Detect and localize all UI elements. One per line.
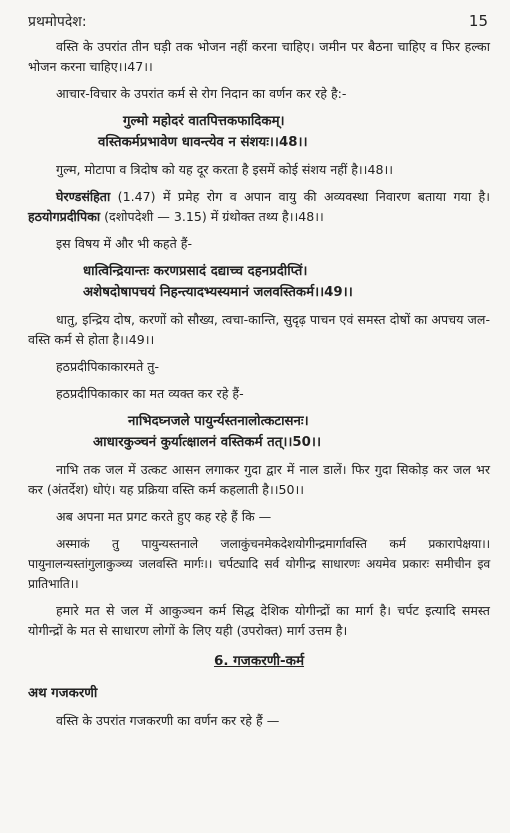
paragraph-1: वस्ति के उपरांत तीन घड़ी तक भोजन नहीं करना चाहिए। जमीन पर बैठना चाहिए व फिर हल्का भोजन करना चाहिए।।47।। [28,39,490,74]
reference-gheranda: घेरण्डसंहिता [56,189,111,204]
paragraph-4-mid: (1.47) में प्रमेह रोग व अपान वायु की अव्यवस्था निवारण बताया गया है। [110,189,490,204]
verse-50-line-1: नाभिदघ्नजले पायुर्न्यस्तनालोत्कटासनः। [128,414,309,429]
paragraph-2: आचार-विचार के उपरांत कर्म से रोग निदान का वर्णन कर रहे है:- [56,86,347,101]
verse-48-line-1: गुल्मो महोदरं वातपित्तकफादिकम्। [123,114,285,129]
paragraph-3: गुल्म, मोटापा व त्रिदोष को यह दूर करता है इसमें कोई संशय नहीं है।।48।। [56,162,394,177]
paragraph-10: अब अपना मत प्रगट करते हुए कह रहे हैं कि — [56,509,272,524]
verse-49 [28,261,490,303]
paragraph-12: हमारे मत से जल में आकुञ्चन कर्म सिद्ध देशिक योगीन्द्रों का मार्ग है। चर्पट इत्यादि समस्त योगीन्द्रों के मत से साधारण लोगों के लिए यही (उपरोक्त) मार्ग उत्तम है। [28,603,490,638]
page-header [28,12,490,31]
paragraph-9: नाभि तक जल में उत्कट आसन लगाकर गुदा द्वार में नाल डालें। फिर गुदा सिकोड़ कर जल भर कर (अंतर्देश) धोएं। यह प्रक्रिया वस्ति कर्म कहलाती है।।50।। [28,462,490,497]
paragraph-7: हठप्रदीपिकाकारमते तु- [56,359,159,374]
verse-49-line-1: धात्विन्द्रियान्तः करणप्रसादं दद्याच्च दहनप्रदीप्तिं। [83,264,308,279]
subheading: अथ गजकरणी [28,686,98,701]
reference-hathayoga: हठयोगप्रदीपिका [28,209,101,224]
page-number: 15 [468,12,488,30]
paragraph-5: इस विषय में और भी कहते हैं- [56,236,193,251]
verse-50-line-2: आधारकुञ्चनं कुर्यात्क्षालनं वस्तिकर्म तत्।।50।। [93,435,322,450]
paragraph-13: वस्ति के उपरांत गजकरणी का वर्णन कर रहे हैं — [56,713,280,728]
section-title: 6. गजकरणी-कर्म [213,653,305,669]
verse-50 [28,411,490,453]
paragraph-4-end: (दशोपदेशी — 3.15) में ग्रंथोक्त तथ्य है।।48।। [100,209,324,224]
verse-48 [28,111,490,153]
paragraph-6: धातु, इन्द्रिय दोष, करणों को सौख्य, त्वचा-कान्ति, सुदृढ़ पाचन एवं समस्त दोषों का अपचय जल-वस्ति कर्म से होता है।।49।। [28,312,490,347]
paragraph-4 [28,187,490,227]
verse-48-line-2: वस्तिकर्मप्रभावेण धावन्त्येव न संशयः।।48।। [98,135,308,150]
verse-49-line-2: अशेषदोषापचयं निहन्त्यादभ्यस्यमानं जलवस्तिकर्म।।49।। [83,285,353,300]
paragraph-8: हठप्रदीपिकाकार का मत व्यक्त कर रहे हैं- [56,386,244,401]
paragraph-11-sanskrit: अस्माकं तु पायुन्यस्तनाले जलाकुंचनमेकदेशयोगीन्द्रमार्गावस्ति कर्म प्रकारापेक्षया।। पायुनालन्यस्तांगुलाकुञ्च्य जलवस्ति मार्गः।। चर्पट्यादि सर्व योगीन्द्र साधारणः अयमेव प्रकारः समीचीन इव प्रातिभाति।। [28,537,490,591]
chapter-title: प्रथमोपदेश: [28,14,87,30]
